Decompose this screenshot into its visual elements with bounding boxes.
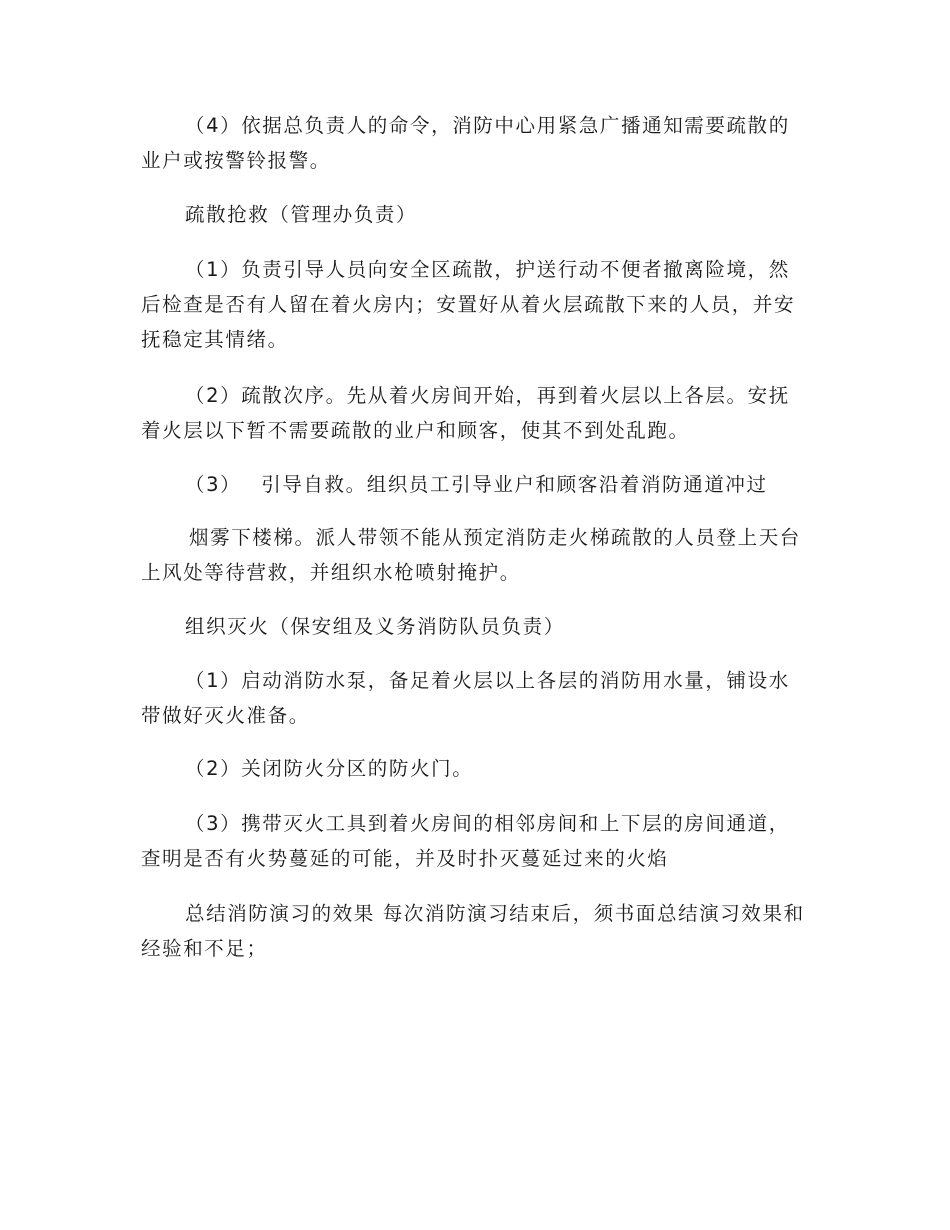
paragraph-self-rescue xyxy=(141,467,809,502)
paragraph-evacuation-notice: （4）依据总负责人的命令，消防中心用紧急广播通知需要疏散的业户或按警铃报警。 xyxy=(141,114,790,172)
paragraph-start-pumps: （1）启动消防水泵，备足着火层以上各层的消防用水量，铺设水带做好灭火准备。 xyxy=(141,669,790,727)
paragraph-extinguish-spread: （3）携带灭火工具到着火房间的相邻房间和上下层的房间通道，查明是否有火势蔓延的可能，并及时扑灭蔓延过来的火焰 xyxy=(141,812,790,870)
paragraph-guide-evacuation: （1）负责引导人员向安全区疏散，护送行动不便者撤离险境，然后检查是否有人留在着火房内；安置好从着火层疏散下来的人员，并安抚稳定其情绪。 xyxy=(141,258,796,351)
paragraph-drill-summary: 总结消防演习的效果 每次消防演习结束后，须书面总结演习效果和经验和不足； xyxy=(141,902,805,960)
paragraph-close-fire-doors: （2）关闭防火分区的防火门。 xyxy=(185,757,474,780)
self-rescue-number: （3） xyxy=(185,473,242,496)
paragraph-evacuation-order: （2）疏散次序。先从着火房间开始，再到着火层以上各层。安抚着火层以下暂不需要疏散的业户和顾客，使其不到处乱跑。 xyxy=(141,384,790,442)
heading-evacuation-rescue: 疏散抢救（管理办负责） xyxy=(185,203,418,226)
paragraph-smoke-stairs: 烟雾下楼梯。派人带领不能从预定消防走火梯疏散的人员登上天台上风处等待营救，并组织水枪喷射掩护。 xyxy=(141,526,801,584)
heading-organize-firefighting: 组织灭火（保安组及义务消防队员负责） xyxy=(185,615,565,638)
self-rescue-text: 引导自救。组织员工引导业户和顾客沿着消防通道冲过 xyxy=(261,473,768,496)
